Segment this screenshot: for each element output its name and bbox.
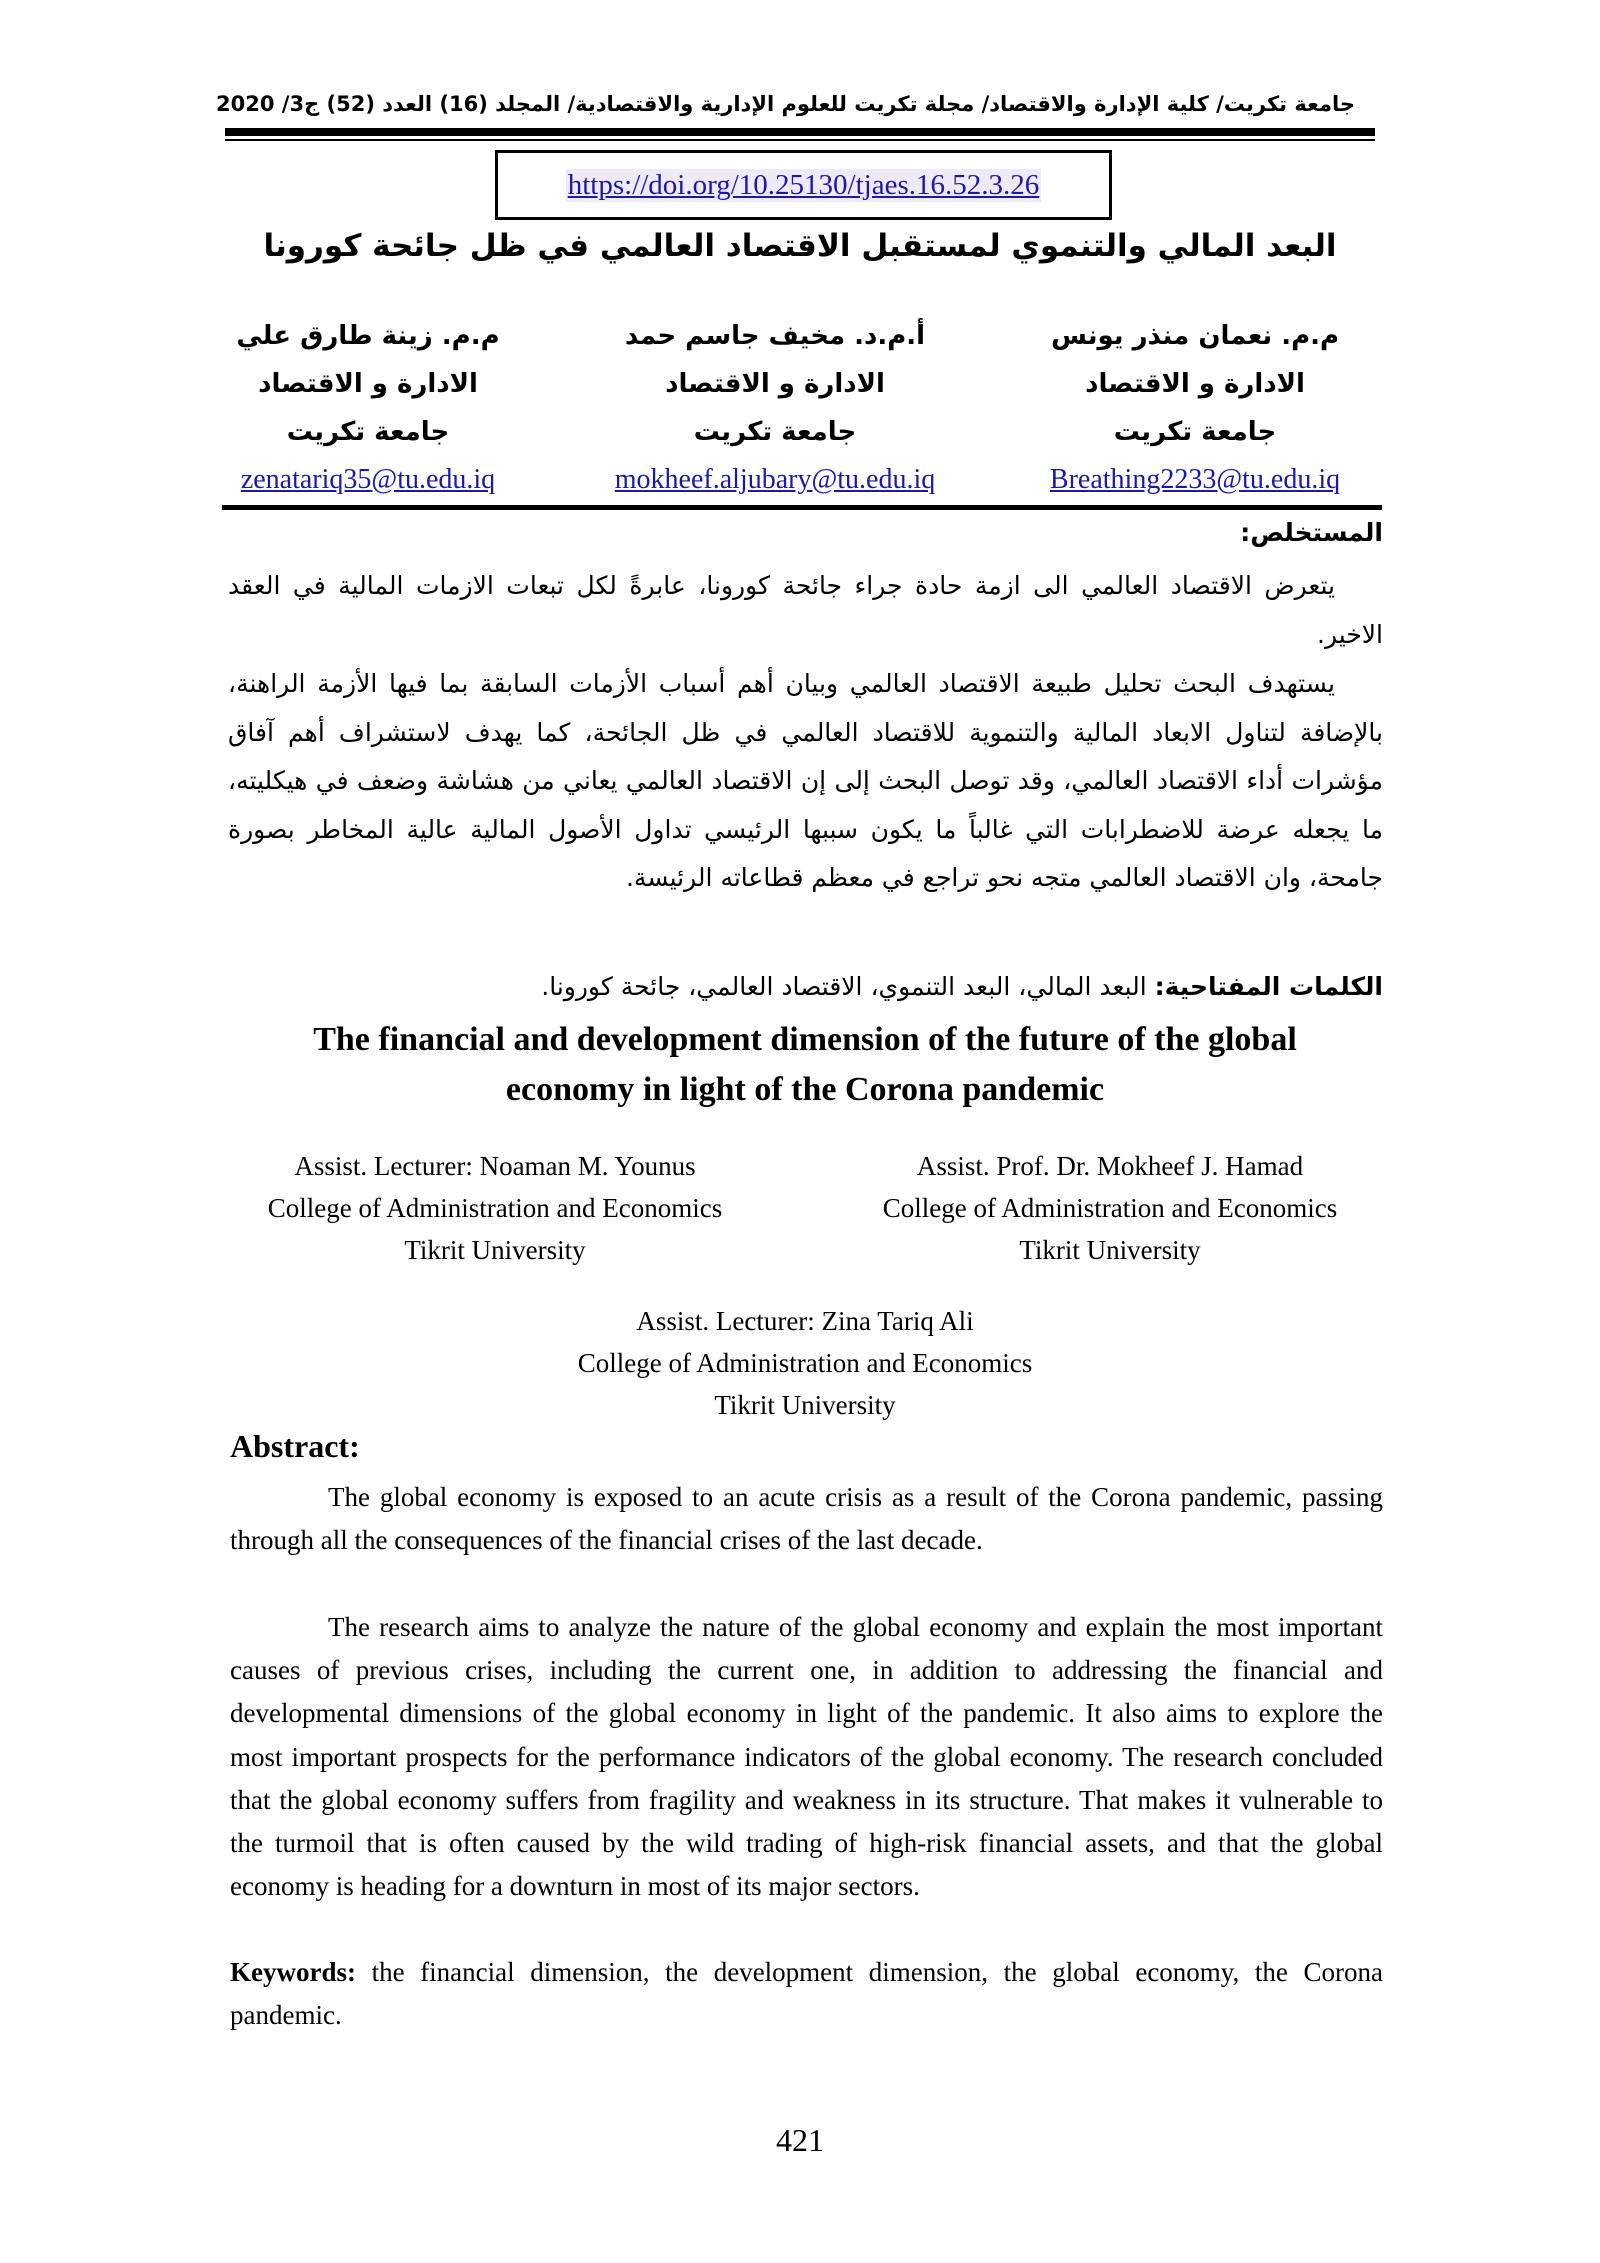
- arabic-author-1: [985, 312, 1405, 504]
- doi-box: [495, 150, 1112, 220]
- arabic-author-3: [158, 312, 578, 504]
- author-name: م.م. زينة طارق علي: [236, 321, 500, 351]
- author-department: الادارة و الاقتصاد: [258, 369, 478, 399]
- author-university: جامعة تكريت: [693, 417, 857, 447]
- author-email[interactable]: Breathing2233@tu.edu.iq: [1049, 464, 1341, 495]
- author-email[interactable]: zenatariq35@tu.edu.iq: [240, 464, 496, 495]
- arabic-abstract-paragraph-1: [228, 562, 1383, 659]
- journal-header: جامعة تكريت/ كلية الإدارة والاقتصاد/ مجلة تكريت للعلوم الإدارية والاقتصادية/ المجلد (16) العدد (52) ج3/ 2020: [216, 92, 1355, 116]
- paragraph-text: The research aims to analyze the nature of the global economy and explain the most important causes of previous crises, including the current one, in addition to addressing the financial and developmental dimensions of the global economy in light of the pandemic. It also aims to explore the most important prospects for the performance indicators of the global economy. The research concluded that the global economy suffers from fragility and weakness in its structure. That makes it vulnerable to the turmoil that is often caused by the wild trading of high-risk financial assets, and that the global economy is heading for a downturn in most of its major sectors.: [230, 1612, 1383, 1902]
- english-author-1: [230, 1145, 760, 1271]
- abstract-paragraph-1: [230, 1476, 1383, 1562]
- author-university: Tikrit University: [1019, 1235, 1201, 1265]
- abstract-paragraph-2: [230, 1606, 1383, 1908]
- header-rule-thick: [225, 128, 1375, 136]
- english-title-line-2: economy in light of the Corona pandemic: [505, 1071, 1105, 1108]
- arabic-abstract-paragraph-2: [228, 660, 1383, 903]
- author-department: الادارة و الاقتصاد: [1085, 369, 1305, 399]
- english-title: [230, 1015, 1380, 1115]
- author-college: College of Administration and Economics: [882, 1193, 1338, 1223]
- author-university: Tikrit University: [714, 1390, 896, 1420]
- author-name: Assist. Prof. Dr. Mokheef J. Hamad: [916, 1151, 1304, 1181]
- arabic-keywords-label: الكلمات المفتاحية:: [1154, 972, 1383, 1001]
- author-college: College of Administration and Economics: [577, 1348, 1033, 1378]
- arabic-keywords-text: البعد المالي، البعد التنموي، الاقتصاد العالمي، جائحة كورونا.: [541, 972, 1155, 1001]
- arabic-abstract-heading: المستخلص:: [1240, 518, 1383, 547]
- doi-link[interactable]: https://doi.org/10.25130/tjaes.16.52.3.26: [567, 168, 1040, 201]
- paragraph-text: يستهدف البحث تحليل طبيعة الاقتصاد العالمي وبيان أهم أسباب الأزمات السابقة بما فيها الأزمة الراهنة، بالإضافة لتناول الابعاد المالية والتنموية للاقتصاد العالمي في ظل الجائحة، كما يهدف لاستشراف أهم آفاق مؤشرات أداء الاقتصاد العالمي، وقد توصل البحث إلى إن الاقتصاد العالمي يعاني من هشاشة وضعف في هيكليته، ما يجعله عرضة للاضطرابات التي غالباً ما يكون سببها الرئيسي تداول الأصول المالية عالية المخاطر بصورة جامحة، وان الاقتصاد العالمي متجه نحو تراجع في معظم قطاعاته الرئيسة.: [228, 669, 1383, 892]
- arabic-keywords: [228, 963, 1383, 1011]
- english-keywords-label: Keywords:: [230, 1957, 356, 1987]
- paragraph-text: The global economy is exposed to an acute crisis as a result of the Corona pandemic, passing through all the consequences of the financial crises of the last decade.: [230, 1482, 1383, 1556]
- paragraph-text: يتعرض الاقتصاد العالمي الى ازمة حادة جراء جائحة كورونا، عابرةً لكل تبعات الازمات المالية في العقد الاخير.: [228, 571, 1383, 649]
- english-keywords-text: the financial dimension, the development dimension, the global economy, the Corona pandemic.: [230, 1957, 1383, 2031]
- page-number: 421: [776, 2122, 824, 2158]
- arabic-title: البعد المالي والتنموي لمستقبل الاقتصاد العالمي في ظل جائحة كورونا: [263, 228, 1337, 264]
- author-name: م.م. نعمان منذر يونس: [1050, 321, 1340, 351]
- author-name: أ.م.د. مخيف جاسم حمد: [624, 321, 926, 351]
- arabic-author-2: [565, 312, 985, 504]
- section-rule: [222, 505, 1382, 510]
- author-email[interactable]: mokheef.aljubary@tu.edu.iq: [614, 464, 936, 495]
- english-author-3: [500, 1300, 1110, 1426]
- english-keywords: [230, 1951, 1383, 2037]
- author-college: College of Administration and Economics: [267, 1193, 723, 1223]
- author-name: Assist. Lecturer: Zina Tariq Ali: [636, 1306, 974, 1336]
- header-rule-thin: [225, 139, 1375, 141]
- author-university: جامعة تكريت: [1113, 417, 1277, 447]
- english-title-line-1: The financial and development dimension of the future of the global: [313, 1021, 1297, 1058]
- author-department: الادارة و الاقتصاد: [665, 369, 885, 399]
- english-author-2: [840, 1145, 1380, 1271]
- author-university: جامعة تكريت: [286, 417, 450, 447]
- author-name: Assist. Lecturer: Noaman M. Younus: [294, 1151, 696, 1181]
- abstract-heading: Abstract:: [230, 1428, 360, 1464]
- author-university: Tikrit University: [404, 1235, 586, 1265]
